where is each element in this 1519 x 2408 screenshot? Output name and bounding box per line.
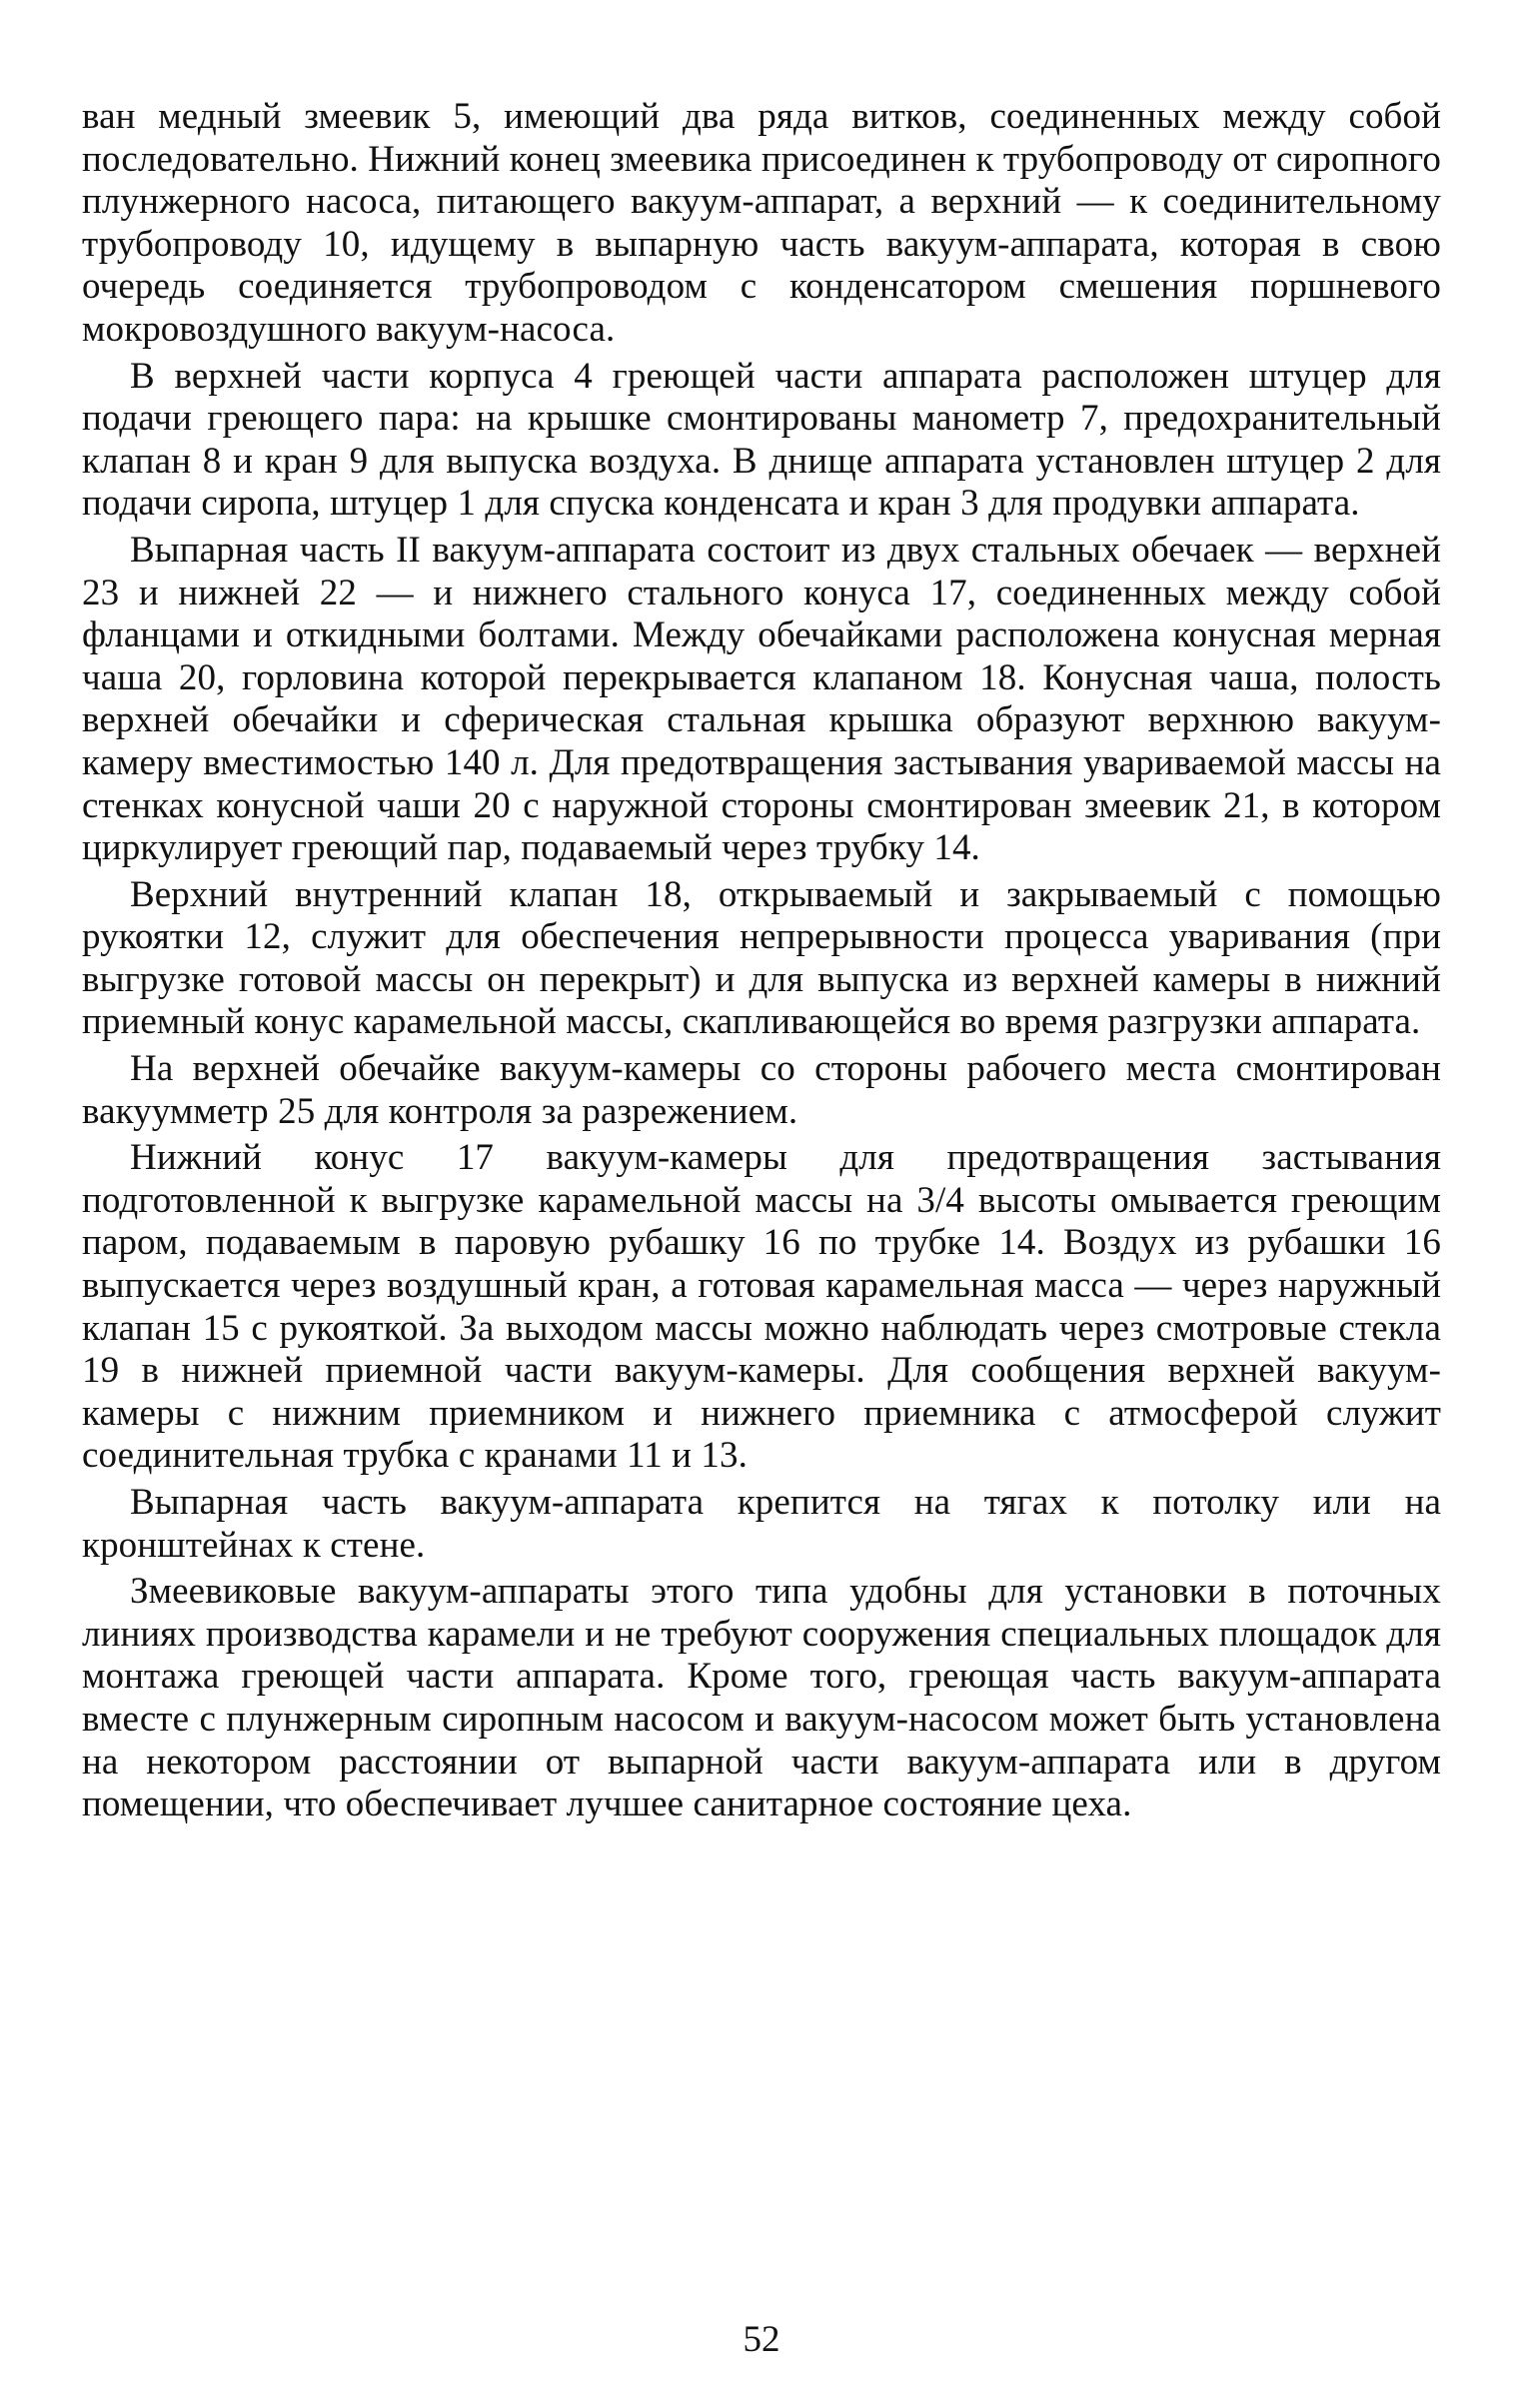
paragraph-continuation: ван медный змеевик 5, имеющий два ряда витков, соединенных между собой последовательно. Нижний конец змеевика присоединен к трубопроводу от сиропного плунжерного насоса, питающего вакуум-аппарат, а верхний — к соединительному трубопроводу 10, идущему в выпарную часть вакуум-аппарата, которая в свою очередь соединяется трубопроводом с конденсатором смешения поршневого мокровоздушного вакуум-насоса. [82,96,1441,350]
document-page [82,96,1441,2360]
body-text [82,96,1441,1826]
page-number: 52 [743,2319,780,2360]
paragraph-vacuum-gauge: На верхней обечайке вакуум-камеры со стороны рабочего места смонтирован вакуумметр 25 для контроля за разрежением. [82,1048,1441,1132]
paragraph-advantages: Змеевиковые вакуум-аппараты этого типа удобны для установки в поточных линиях производства карамели и не требуют сооружения специальных площадок для монтажа греющей части аппарата. Кроме того, греющая часть вакуум-аппарата вместе с плунжерным сиропным насосом и вакуум-насосом может быть установлена на некотором расстоянии от выпарной части вакуум-аппарата или в другом помещении, что обеспечивает лучшее санитарное состояние цеха. [82,1571,1441,1825]
paragraph-mounting: Выпарная часть вакуум-аппарата крепится на тягах к потолку или на кронштейнах к стене. [82,1482,1441,1566]
paragraph-lower-cone: Нижний конус 17 вакуум-камеры для предотвращения застывания подготовленной к выгрузке карамельной массы на 3/4 высоты омывается греющим паром, подаваемым в паровую рубашку 16 по трубке 14. Воздух из рубашки 16 выпускается через воздушный кран, а готовая карамельная масса — через наружный клапан 15 с рукояткой. За выходом массы можно наблюдать через смотровые стекла 19 в нижней приемной части вакуум-камеры. Для сообщения верхней вакуум-камеры с нижним приемником и нижнего приемника с атмосферой служит соединительная трубка с кранами 11 и 13. [82,1137,1441,1477]
paragraph-heating-body: В верхней части корпуса 4 греющей части аппарата расположен штуцер для подачи греющего пара: на крышке смонтированы манометр 7, предохранительный клапан 8 и кран 9 для выпуска воздуха. В днище аппарата установлен штуцер 2 для подачи сиропа, штуцер 1 для спуска конденсата и кран 3 для продувки аппарата. [82,355,1441,525]
paragraph-evaporator-part: Выпарная часть II вакуум-аппарата состоит из двух стальных обечаек — верхней 23 и нижней 22 — и нижнего стального конуса 17, соединенных между собой фланцами и откидными болтами. Между обечайками расположена конусная мерная чаша 20, горловина которой перекрывается клапаном 18. Конусная чаша, полость верхней обечайки и сферическая стальная крышка образуют верхнюю вакуум-камеру вместимостью 140 л. Для предотвращения застывания увариваемой массы на стенках конусной чаши 20 с наружной стороны смонтирован змеевик 21, в котором циркулирует греющий пар, подаваемый через трубку 14. [82,529,1441,869]
paragraph-upper-valve: Верхний внутренний клапан 18, открываемый и закрываемый с помощью рукоятки 12, служит для обеспечения непрерывности процесса уваривания (при выгрузке готовой массы он перекрыт) и для выпуска из верхней камеры в нижний приемный конус карамельной массы, скапливающейся во время разгрузки аппарата. [82,873,1441,1043]
